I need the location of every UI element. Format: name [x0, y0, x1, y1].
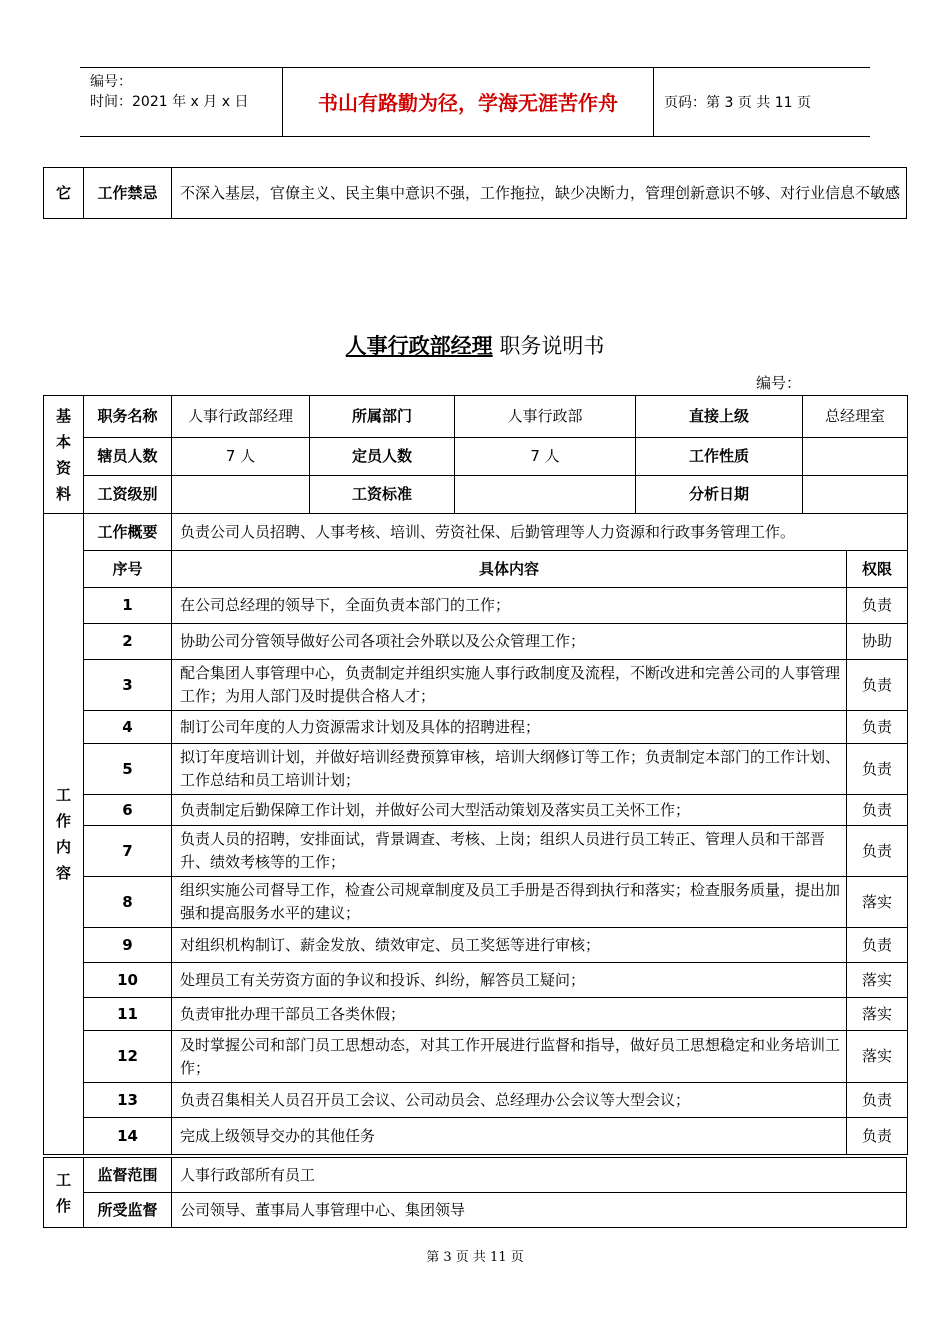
- basic-value: 人事行政部: [455, 396, 636, 438]
- work-item-no: 14: [84, 1118, 172, 1155]
- basic-label: 辖员人数: [84, 438, 172, 476]
- work-item-row: [44, 1031, 908, 1083]
- relation-label: 监督范围: [84, 1158, 172, 1193]
- work-item-auth: 负责: [847, 1118, 908, 1155]
- work-item-row: [44, 660, 908, 711]
- work-item-content: 配合集团人事管理中心，负责制定并组织实施人事行政制度及流程，不断改进和完善公司的人事管理工作；为用人部门及时提供合格人才；: [172, 660, 847, 711]
- prev-row-text: 不深入基层，官僚主义、民主集中意识不强，工作拖拉，缺少决断力，管理创新意识不够、对行业信息不敏感: [172, 168, 907, 219]
- work-item-auth: 落实: [847, 963, 908, 998]
- basic-value: 7 人: [455, 438, 636, 476]
- work-item-row: [44, 711, 908, 744]
- work-item-content: 完成上级领导交办的其他任务: [172, 1118, 847, 1155]
- work-item-row: [44, 928, 908, 963]
- title-suffix: 职务说明书: [492, 334, 605, 358]
- basic-label: 所属部门: [310, 396, 455, 438]
- prev-section-table: [43, 167, 907, 219]
- work-item-no: 1: [84, 588, 172, 624]
- work-item-row: [44, 1083, 908, 1118]
- work-item-content: 组织实施公司督导工作，检查公司规章制度及员工手册是否得到执行和落实；检查服务质量，提出加强和提高服务水平的建议；: [172, 877, 847, 928]
- work-item-content: 负责人员的招聘，安排面试，背景调查、考核、上岗；组织人员进行员工转正、管理人员和干部晋升、绩效考核等的工作；: [172, 826, 847, 877]
- relation-label: 所受监督: [84, 1193, 172, 1228]
- work-item-row: [44, 1118, 908, 1155]
- relation-value: 公司领导、董事局人事管理中心、集团领导: [172, 1193, 907, 1228]
- work-item-no: 8: [84, 877, 172, 928]
- work-item-auth: 落实: [847, 998, 908, 1031]
- title-main: 人事行政部经理: [345, 334, 493, 358]
- basic-side-label: 基 本 资 料: [44, 396, 84, 514]
- work-item-no: 6: [84, 795, 172, 826]
- basic-value: [455, 476, 636, 514]
- basic-label: 工作性质: [636, 438, 803, 476]
- header-number-label: 编号：: [90, 74, 132, 90]
- basic-label: 直接上级: [636, 396, 803, 438]
- header-date: 时间：2021 年 x 月 x 日: [90, 94, 249, 110]
- work-item-no: 12: [84, 1031, 172, 1083]
- work-item-no: 13: [84, 1083, 172, 1118]
- work-item-no: 3: [84, 660, 172, 711]
- header-page-info: 页码：第 3 页 共 11 页: [664, 95, 811, 111]
- work-item-row: [44, 588, 908, 624]
- work-item-auth: 负责: [847, 928, 908, 963]
- basic-info-table: [43, 395, 908, 514]
- work-side-label: 工 作 内 容: [44, 514, 84, 1155]
- work-item-row: [44, 795, 908, 826]
- work-item-content: 拟订年度培训计划，并做好培训经费预算审核，培训大纲修订等工作；负责制定本部门的工作计划、工作总结和员工培训计划；: [172, 744, 847, 795]
- work-item-content: 处理员工有关劳资方面的争议和投诉、纠纷，解答员工疑问；: [172, 963, 847, 998]
- basic-value: [803, 476, 908, 514]
- overview-text: 负责公司人员招聘、人事考核、培训、劳资社保、后勤管理等人力资源和行政事务管理工作。: [172, 514, 908, 551]
- work-item-row: [44, 826, 908, 877]
- work-item-content: 负责召集相关人员召开员工会议、公司动员会、总经理办公会议等大型会议；: [172, 1083, 847, 1118]
- work-item-auth: 协助: [847, 624, 908, 660]
- work-item-no: 2: [84, 624, 172, 660]
- basic-value: [172, 476, 310, 514]
- relation-side-label: 工 作: [44, 1158, 84, 1228]
- header-meta: [80, 68, 282, 136]
- work-item-no: 11: [84, 998, 172, 1031]
- work-item-auth: 负责: [847, 826, 908, 877]
- work-item-auth: 落实: [847, 1031, 908, 1083]
- prev-row-label: 工作禁忌: [84, 168, 172, 219]
- work-item-no: 5: [84, 744, 172, 795]
- col-header-content: 具体内容: [172, 551, 847, 588]
- col-header-no: 序号: [84, 551, 172, 588]
- work-item-row: [44, 744, 908, 795]
- work-item-no: 7: [84, 826, 172, 877]
- basic-value: 总经理室: [803, 396, 908, 438]
- work-item-row: [44, 963, 908, 998]
- basic-label: 职务名称: [84, 396, 172, 438]
- work-item-auth: 落实: [847, 877, 908, 928]
- basic-label: 工资级别: [84, 476, 172, 514]
- relation-table: [43, 1157, 907, 1228]
- work-item-auth: 负责: [847, 795, 908, 826]
- document-title: [0, 330, 950, 360]
- basic-value: [803, 438, 908, 476]
- basic-value: 人事行政部经理: [172, 396, 310, 438]
- page-footer: 第 3 页 共 11 页: [426, 1250, 524, 1265]
- overview-label: 工作概要: [84, 514, 172, 551]
- work-item-auth: 负责: [847, 744, 908, 795]
- basic-label: 定员人数: [310, 438, 455, 476]
- work-item-row: [44, 998, 908, 1031]
- header-motto: 书山有路勤为径，学海无涯苦作舟: [282, 68, 654, 136]
- work-item-content: 负责制定后勤保障工作计划，并做好公司大型活动策划及落实员工关怀工作；: [172, 795, 847, 826]
- relation-value: 人事行政部所有员工: [172, 1158, 907, 1193]
- work-item-no: 9: [84, 928, 172, 963]
- work-item-auth: 负责: [847, 1083, 908, 1118]
- work-item-auth: 负责: [847, 711, 908, 744]
- work-item-auth: 负责: [847, 660, 908, 711]
- work-item-content: 负责审批办理干部员工各类休假；: [172, 998, 847, 1031]
- document-number-label: 编号：: [756, 374, 802, 392]
- work-item-content: 制订公司年度的人力资源需求计划及具体的招聘进程；: [172, 711, 847, 744]
- work-item-content: 在公司总经理的领导下，全面负责本部门的工作；: [172, 588, 847, 624]
- basic-value: 7 人: [172, 438, 310, 476]
- work-item-content: 及时掌握公司和部门员工思想动态，对其工作开展进行监督和指导，做好员工思想稳定和业务培训工作；: [172, 1031, 847, 1083]
- work-item-row: [44, 877, 908, 928]
- basic-label: 工资标准: [310, 476, 455, 514]
- page-header: [80, 67, 870, 137]
- col-header-auth: 权限: [847, 551, 908, 588]
- work-content-table: [43, 513, 908, 1155]
- basic-label: 分析日期: [636, 476, 803, 514]
- work-item-row: [44, 624, 908, 660]
- work-item-content: 协助公司分管领导做好公司各项社会外联以及公众管理工作；: [172, 624, 847, 660]
- work-item-no: 4: [84, 711, 172, 744]
- prev-side-label: 它: [44, 168, 84, 219]
- work-item-auth: 负责: [847, 588, 908, 624]
- work-item-content: 对组织机构制订、薪金发放、绩效审定、员工奖惩等进行审核；: [172, 928, 847, 963]
- work-item-no: 10: [84, 963, 172, 998]
